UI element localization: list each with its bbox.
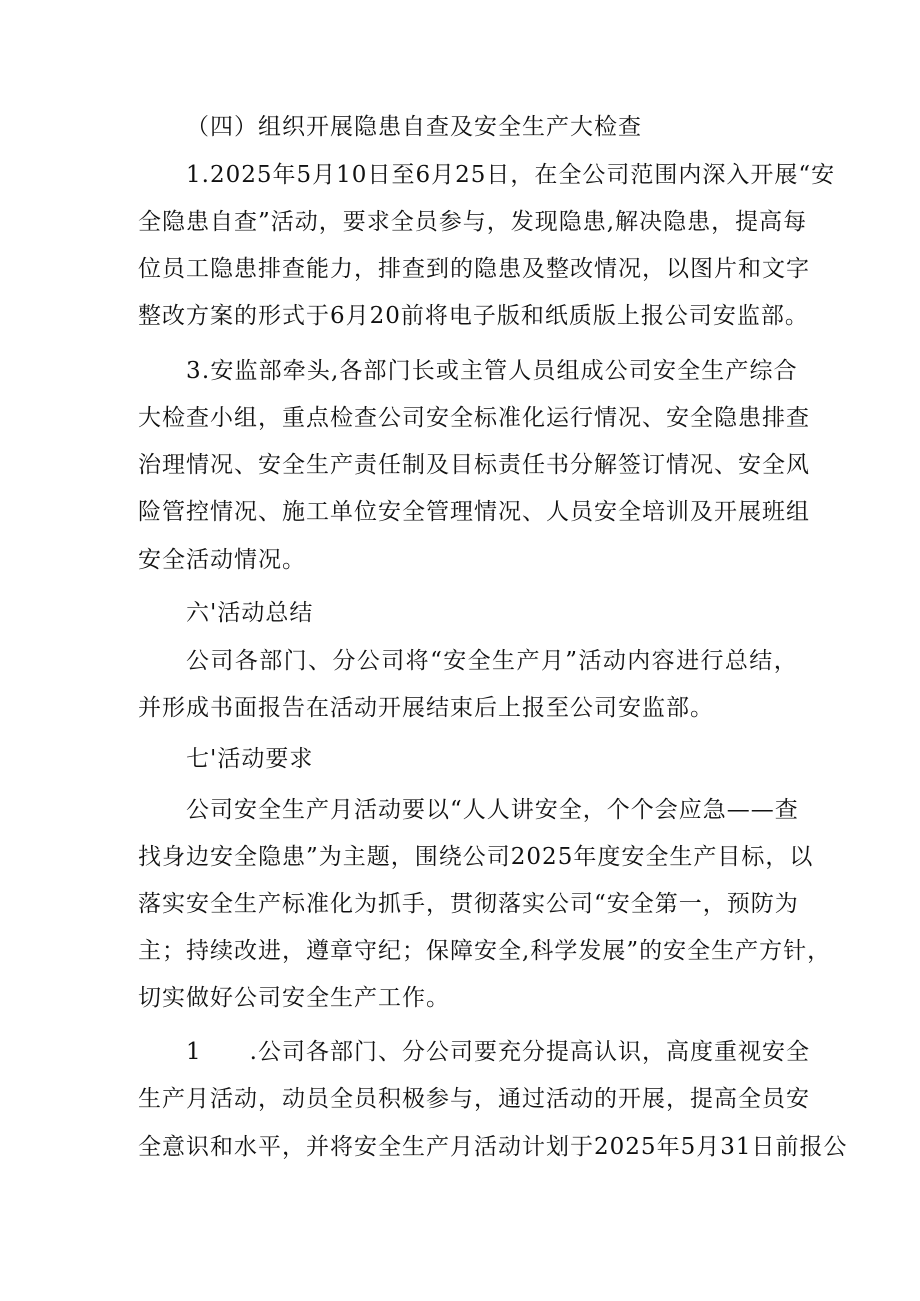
paragraph-line: 大 检 查 小 组 ， 重 点 检 查 公 司 安 全 标 准 化 运 行 情 况 、 安 全 隐 患 排 查 xyxy=(138,405,810,431)
paragraph-line: 找 身 边 安 全 隐 患 ” 为 主 题 ， 围 绕 公 司 2 0 2 5 年 度 安 全 生 产 目 标 ， 以 xyxy=(138,844,814,870)
paragraph-line: 主 ； 持 续 改 进 ， 遵 章 守 纪 ； 保 障 安 全 , 科 学 发 展 ” 的 安 全 生 产 方 针 ， xyxy=(138,938,832,964)
section-heading: 六'活动总结 xyxy=(186,600,314,626)
paragraph-line: 险 管 控 情 况 、 施 工 单 位 安 全 管 理 情 况 、 人 员 安 全 培 训 及 开 展 班 组 xyxy=(138,499,810,525)
paragraph-line: 1 . 公 司 各 部 门 、 分 公 司 要 充 分 提 高 认 识 ， 高 度 重 视 安 全 xyxy=(186,1039,810,1065)
paragraph-line: 并形成书面报告在活动开展结束后上报至公司安监部。 xyxy=(138,695,714,721)
paragraph-line: 位 员 工 隐 患 排 查 能 力 ， 排 查 到 的 隐 患 及 整 改 情 况 ， 以 图 片 和 文 字 xyxy=(138,256,810,282)
paragraph-line: 公 司 各 部 门 、 分 公 司 将 “ 安 全 生 产 月 ” 活 动 内 容 进 行 总 结 ， xyxy=(186,648,798,674)
paragraph-line: 公 司 安 全 生 产 月 活 动 要 以 “ 人 人 讲 安 全 ， 个 个 会 应 急 — — 查 xyxy=(186,797,799,823)
paragraph-line: 1 . 2 0 2 5 年 5 月 1 0 日 至 6 月 2 5 日 ， 在 全 公 司 范 围 内 深 入 开 展 “ 安 xyxy=(186,162,836,188)
paragraph-line: 全 意 识 和 水 平 ， 并 将 安 全 生 产 月 活 动 计 划 于 2 0 2 5 年 5 月 3 1 日 前 报 公 xyxy=(138,1134,848,1160)
paragraph-line: 全 隐 患 自 查 ” 活 动 ， 要 求 全 员 参 与 ， 发 现 隐 患 , 解 决 隐 患 ， 提 高 每 xyxy=(138,209,808,235)
paragraph-line: 落 实 安 全 生 产 标 准 化 为 抓 手 ， 贯 彻 落 实 公 司 “ 安 全 第 一 ， 预 防 为 xyxy=(138,891,799,917)
paragraph-line: 切实做好公司安全生产工作。 xyxy=(138,985,450,1011)
paragraph-line: 生 产 月 活 动 ， 动 员 全 员 积 极 参 与 ， 通 过 活 动 的 开 展 ， 提 高 全 员 安 xyxy=(138,1086,810,1112)
paragraph-line: 3 . 安 监 部 牵 头 , 各 部 门 长 或 主 管 人 员 组 成 公 司 安 全 生 产 综 合 xyxy=(186,358,798,384)
section-heading: （四）组织开展隐患自查及安全生产大检查 xyxy=(186,114,642,140)
paragraph-line: 治 理 情 况 、 安 全 生 产 责 任 制 及 目 标 责 任 书 分 解 签 订 情 况 、 安 全 风 xyxy=(138,452,810,478)
paragraph-line: 整 改 方 案 的 形 式 于 6 月 2 0 前 将 电 子 版 和 纸 质 版 上 报 公 司 安 监 部 。 xyxy=(138,303,809,329)
section-heading: 七'活动要求 xyxy=(186,746,314,772)
paragraph-line: 安全活动情况。 xyxy=(138,547,306,573)
